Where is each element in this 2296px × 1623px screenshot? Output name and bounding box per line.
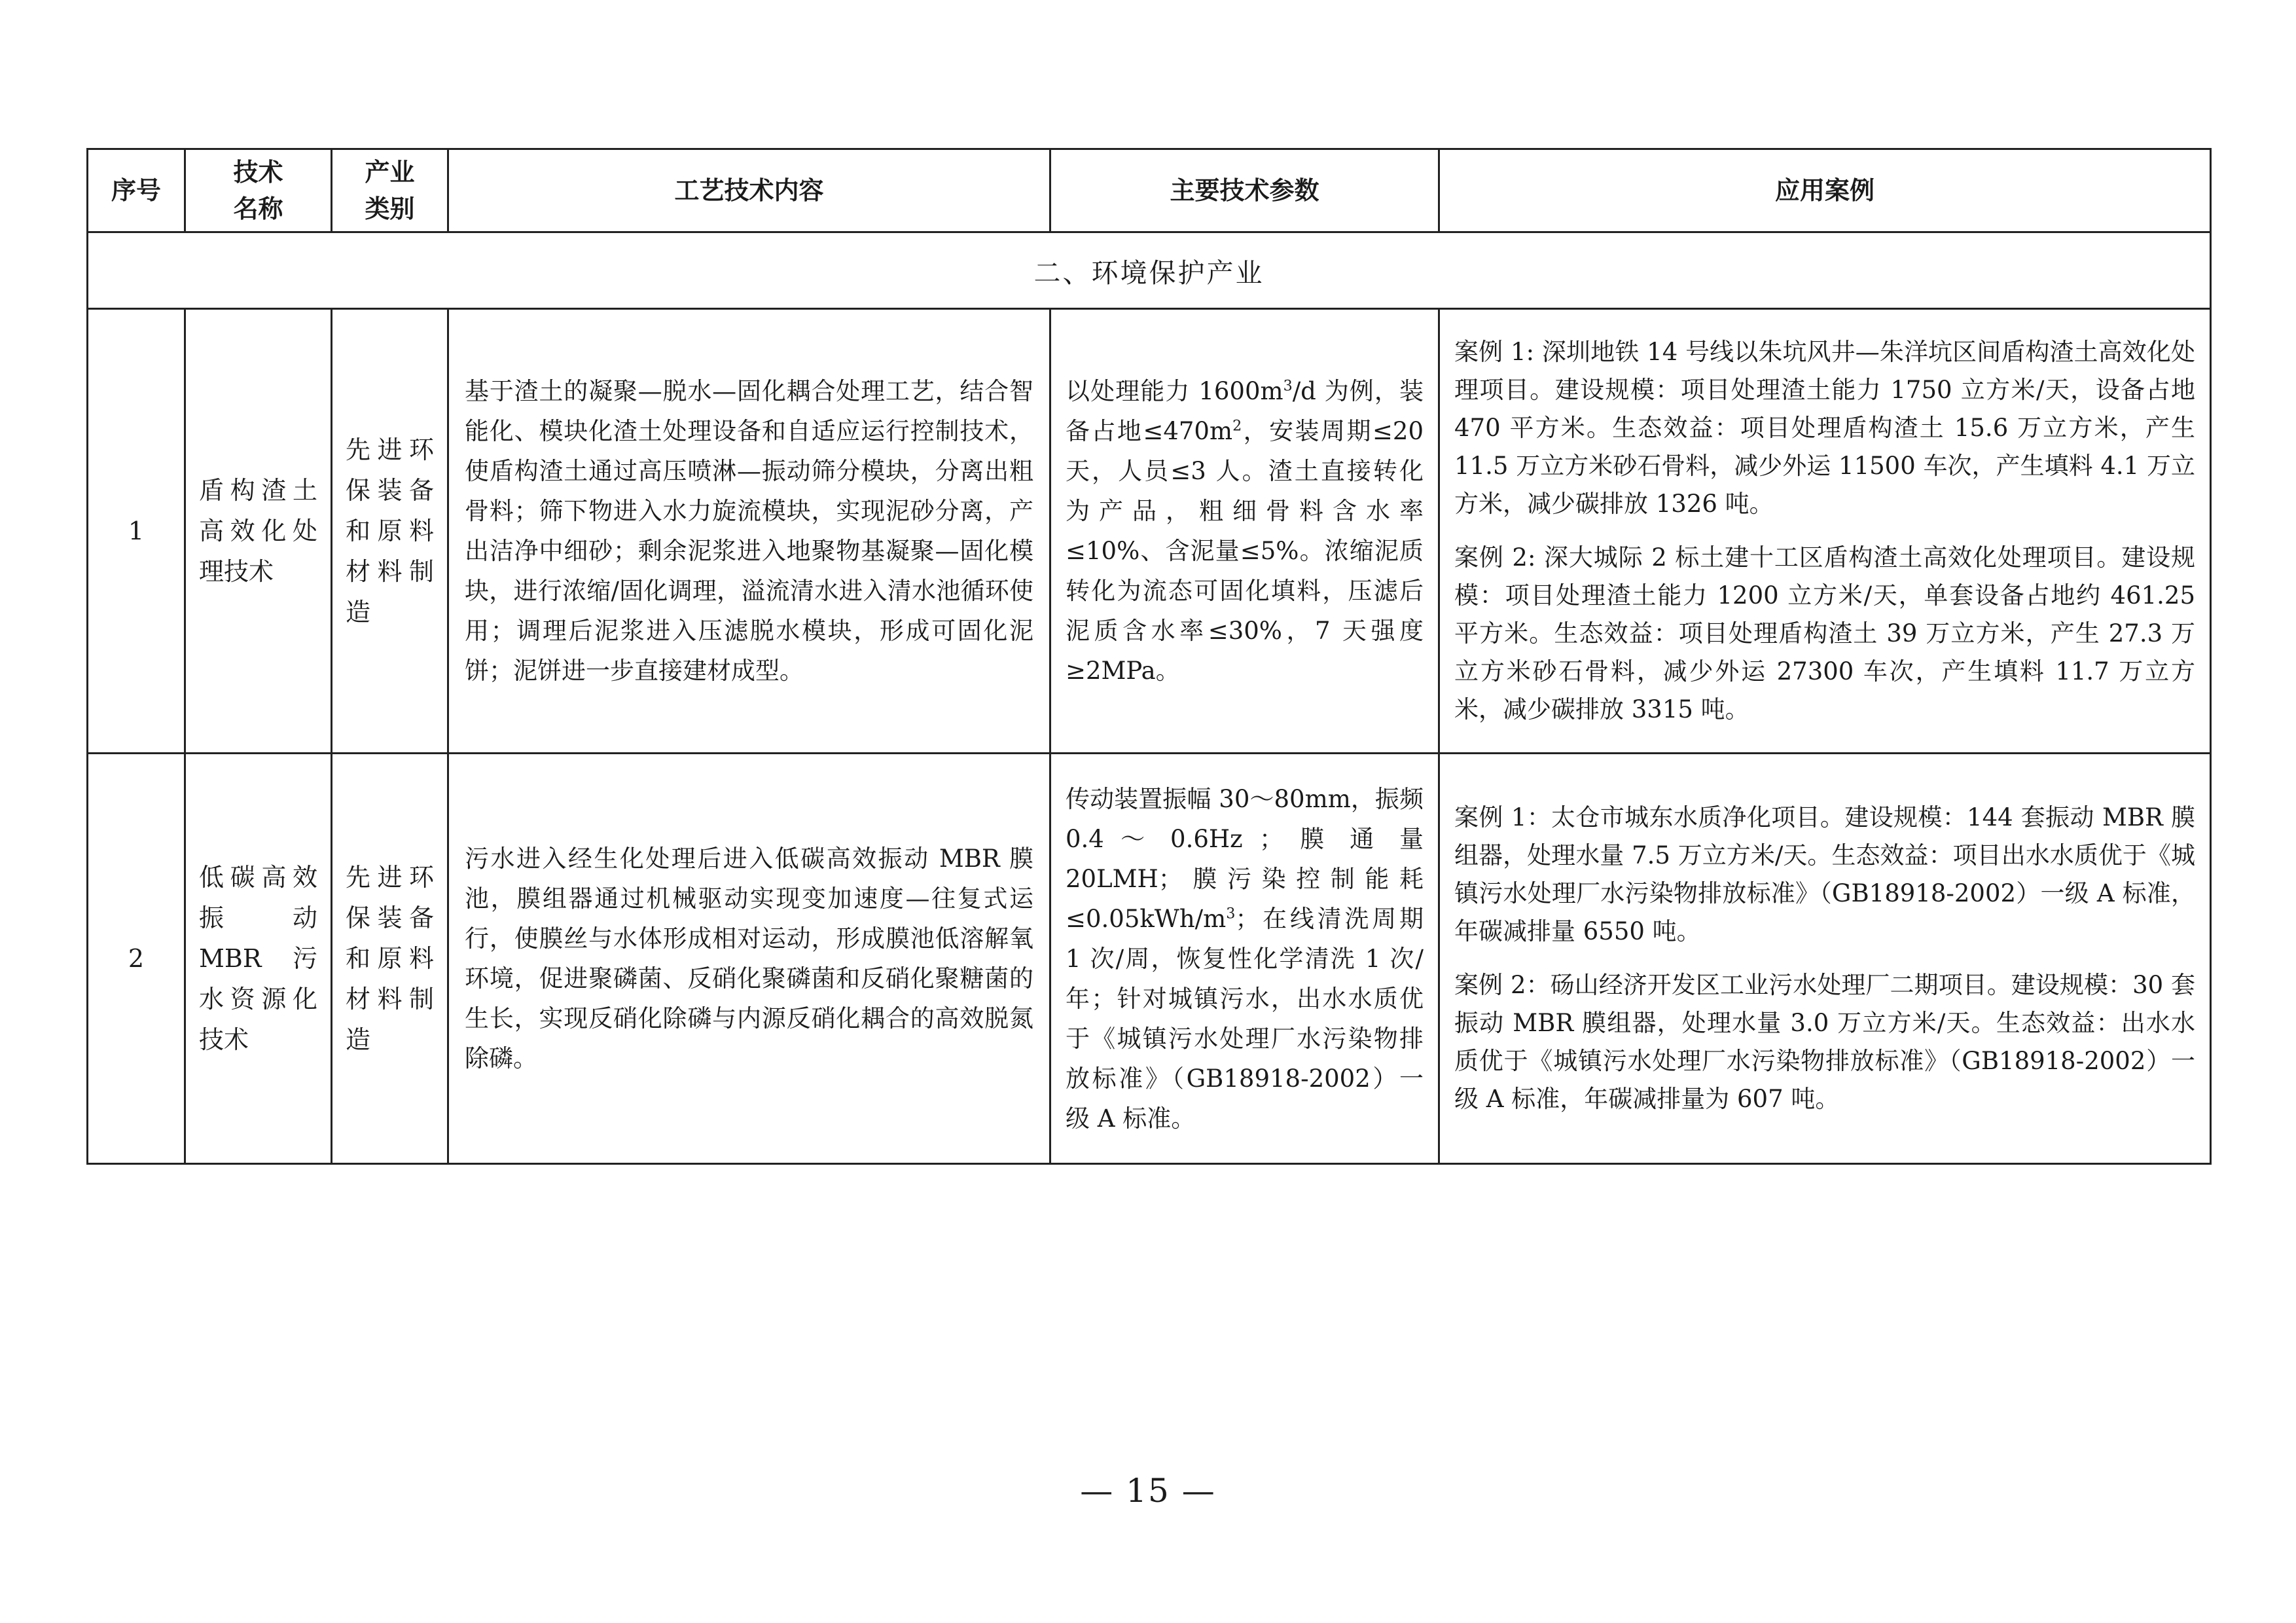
header-serial: 序号 xyxy=(88,149,185,232)
row-application-cases xyxy=(1439,754,2211,1164)
page-number: — 15 — xyxy=(1080,1472,1216,1510)
case-1: 案例 1: 深圳地铁 14 号线以朱坑风井—朱洋坑区间盾构渣土高效化处理项目。建设规模：项目处理渣土能力 1750 立方米/天，设备占地 470 平方米。生态效益：项目处理盾构渣土 15.6 万立方米，产生 11.5 万立方米砂石骨料，减少外运 11500 车次，产生填料 4.1 万立方米，减少碳排放 1326 吨。 xyxy=(1454,338,2195,518)
table-row xyxy=(88,754,2211,1164)
row-process-content: 基于渣土的凝聚—脱水—固化耦合处理工艺，结合智能化、模块化渣土处理设备和自适应运行控制技术，使盾构渣土通过高压喷淋—振动筛分模块，分离出粗骨料；筛下物进入水力旋流模块，实现泥砂分离，产出洁净中细砂；剩余泥浆进入地聚物基凝聚—固化模块，进行浓缩/固化调理，溢流清水进入清水池循环使用；调理后泥浆进入压滤脱水模块，形成可固化泥饼；泥饼进一步直接建材成型。 xyxy=(448,309,1050,754)
row-industry-category: 先进环保装备和原料材料制造 xyxy=(332,309,448,754)
row-main-parameters: 传动装置振幅 30～80mm，振频 0.4 ～ 0.6Hz ； 膜 通 量20LMH；膜污染控制能耗$\le 0.05kWh/m^3$；在线清洗周期 1 次/周，恢复性化学清洗 1 次/年；针对城镇污水，出水水质优于《城镇污水处理厂水污染物排放标准》（GB18918-2002）一级 A 标准。 xyxy=(1050,754,1439,1164)
row-tech-name: 低碳高效振动 MBR 污水资源化技术 xyxy=(185,754,332,1164)
table-header-row xyxy=(88,149,2211,232)
technology-table xyxy=(86,148,2212,1165)
table-row xyxy=(88,309,2211,754)
header-industry-category: 产业类别 xyxy=(332,149,448,232)
section-title: 二、环境保护产业 xyxy=(88,232,2211,309)
header-process-content: 工艺技术内容 xyxy=(448,149,1050,232)
row-application-cases xyxy=(1439,309,2211,754)
case-2: 案例 2: 深大城际 2 标土建十工区盾构渣土高效化处理项目。建设规模：项目处理渣土能力 1200 立方米/天，单套设备占地约 461.25 平方米。生态效益：项目处理盾构渣土 39 万立方米，产生 27.3 万立方米砂石骨料，减少外运 27300 车次，产生填料 11.7 万立方米，减少碳排放 3315 吨。 xyxy=(1454,543,2195,723)
row-serial: 1 xyxy=(88,309,185,754)
header-main-parameters: 主要技术参数 xyxy=(1050,149,1439,232)
row-main-parameters: 以处理能力 $1600m^3/d$ 为例，装备占地$\le 470m^2$，安装周期≤20 天，人员≤3 人。渣土直接转化为产品，粗细骨料含水率≤10%、含泥量≤5%。浓缩泥质转化为流态可固化填料，压滤后泥质含水率≤30%，7 天强度≥2MPa。 xyxy=(1050,309,1439,754)
row-process-content: 污水进入经生化处理后进入低碳高效振动 MBR 膜池，膜组器通过机械驱动实现变加速度—往复式运行，使膜丝与水体形成相对运动，形成膜池低溶解氧环境，促进聚磷菌、反硝化聚磷菌和反硝化聚糖菌的生长，实现反硝化除磷与内源反硝化耦合的高效脱氮除磷。 xyxy=(448,754,1050,1164)
header-application-cases: 应用案例 xyxy=(1439,149,2211,232)
row-tech-name: 盾构渣土高效化处理技术 xyxy=(185,309,332,754)
case-1: 案例 1：太仓市城东水质净化项目。建设规模：144 套振动 MBR 膜组器，处理水量 7.5 万立方米/天。生态效益：项目出水水质优于《城镇污水处理厂水污染物排放标准》（GB18918-2002）一级 A 标准，年碳减排量 6550 吨。 xyxy=(1454,803,2195,945)
section-row xyxy=(88,232,2211,309)
row-serial: 2 xyxy=(88,754,185,1164)
header-tech-name: 技术名称 xyxy=(185,149,332,232)
case-2: 案例 2：砀山经济开发区工业污水处理厂二期项目。建设规模：30 套振动 MBR 膜组器，处理水量 3.0 万立方米/天。生态效益：出水水质优于《城镇污水处理厂水污染物排放标准》（GB18918-2002）一级 A 标准，年碳减排量为 607 吨。 xyxy=(1454,971,2195,1113)
row-industry-category: 先进环保装备和原料材料制造 xyxy=(332,754,448,1164)
